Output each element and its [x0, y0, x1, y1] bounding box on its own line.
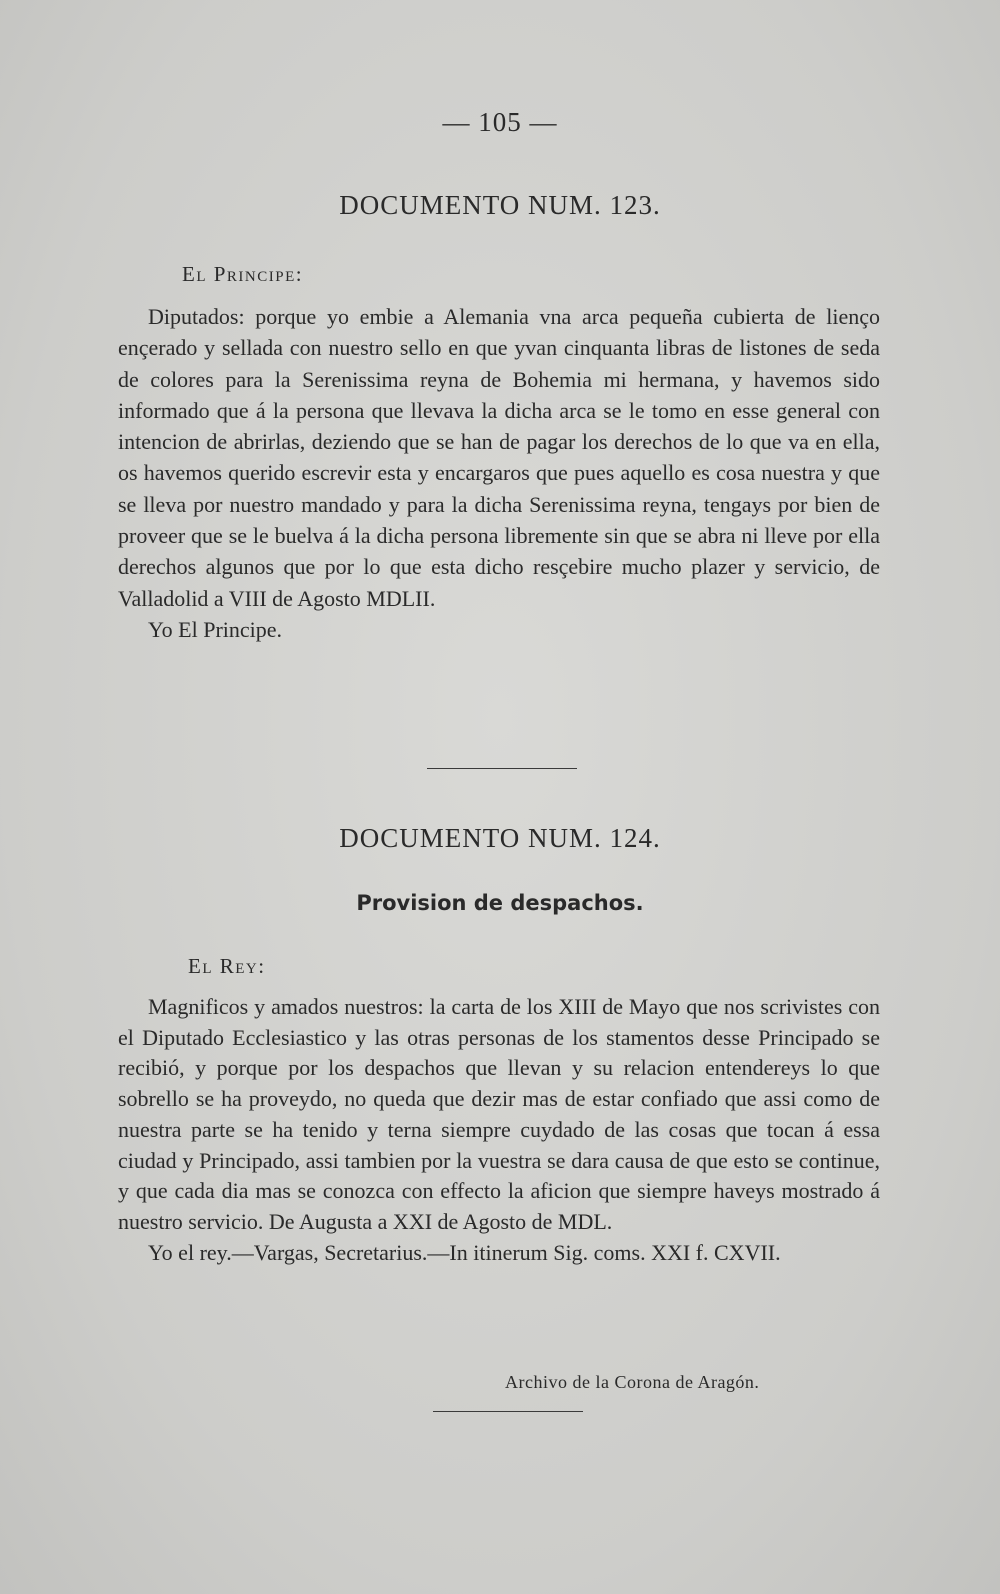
signature-123: Yo El Principe.: [148, 616, 283, 642]
salutation-rey: El Rey:: [188, 954, 266, 978]
end-divider: [433, 1411, 583, 1412]
page-number: — 105 —: [442, 107, 558, 137]
document-subtitle-124: Provision de despachos.: [356, 891, 644, 915]
signature-124: Yo el rey.—Vargas, Secretarius.—In itinerum Sig. coms. XXI f. CXVII.: [148, 1239, 781, 1265]
section-divider: [427, 768, 577, 769]
letter-text-124: Magnificos y amados nuestros: la carta de los XIII de Mayo que nos scrivistes con el Diputado Ecclesiastico y las otras personas de los stamentos desse Principado se recibió, y porque por los despachos que llevan y su relacion entendereys lo que sobrello se ha proveydo, no queda que dezir mas de estar confiado que assi como de nuestra parte se ha tenido y terna siempre cuydado de las cosas que tocan á essa ciudad y Principado, assi tambien por la vuestra se dara causa de que esto se continue, y que cada dia mas se conozca con effecto la aficion que siempre haveys mostrado á nuestro servicio. De Augusta a XXI de Agosto de MDL.: [118, 994, 880, 1234]
document-title-124: DOCUMENTO NUM. 124.: [339, 823, 661, 853]
document-title-123: DOCUMENTO NUM. 123.: [339, 190, 661, 220]
archive-source: Archivo de la Corona de Aragón.: [505, 1372, 760, 1392]
letter-text-123: Diputados: porque yo embie a Alemania vna arca pequeña cubierta de lienço ençerado y sellada con nuestro sello en que yvan cinquanta libras de listones de seda de colores para la Serenissima reyna de Bohemia mi hermana, y havemos sido informado que á la persona que llevava la dicha arca se le tomo en esse general con intencion de abrirlas, deziendo que se han de pagar los derechos de lo que va en ella, os havemos querido escrevir esta y encargaros que pues aquello es cosa nuestra y que se lleva por nuestro mandado y para la dicha Serenissima reyna, tengays por bien de proveer que se le buelva á la dicha persona libremente sin que se abra ni lleve por ella derechos algunos que por lo que esta dicho resçebire mucho plazer y servicio, de Valladolid a VIII de Agosto MDLII.: [118, 304, 880, 611]
document-body-123: [118, 301, 880, 645]
salutation-principe: El Principe:: [182, 262, 304, 286]
document-body-124: [118, 992, 880, 1268]
